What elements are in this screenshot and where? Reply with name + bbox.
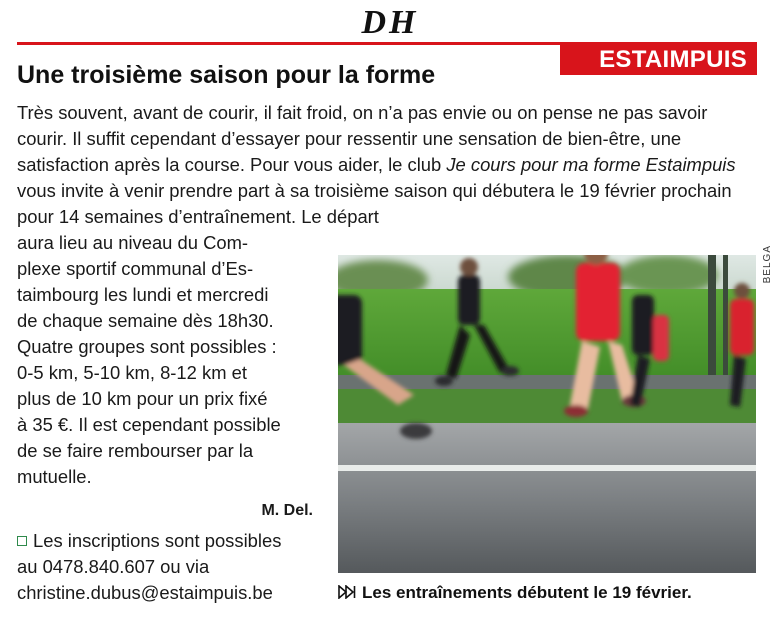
body-line: de chaque semaine dès 18h30.	[17, 310, 274, 331]
body-line: aura lieu au niveau du Com-	[17, 232, 249, 253]
lead-text-2: vous invite à venir prendre part à sa troisième saison qui débutera le 19 février prochain pour 14 semaines d’entraînement. Le départ	[17, 180, 732, 227]
body-line: à 35 €. Il est cependant possible	[17, 414, 281, 435]
body-line: mutuelle.	[17, 466, 92, 487]
photo-caption	[338, 580, 692, 606]
body-line: plus de 10 km pour un prix fixé	[17, 388, 268, 409]
author-signature: M. Del.	[261, 502, 313, 519]
info-line: au 0478.840.607 ou via	[17, 556, 210, 577]
section-rubric: ESTAIMPUIS	[560, 45, 757, 75]
photo-credit: BELGA	[762, 245, 773, 284]
info-line: christine.dubus@estaimpuis.be	[17, 582, 273, 603]
caption-text: Les entraînements débutent le 19 février.	[362, 583, 692, 602]
masthead-logo: DH	[361, 4, 419, 41]
body-line: taimbourg les lundi et mercredi	[17, 284, 269, 305]
article-headline: Une troisième saison pour la forme	[17, 61, 436, 89]
article-body-column	[17, 230, 317, 490]
square-bullet-icon	[17, 536, 27, 546]
article-lead	[17, 100, 757, 230]
body-line: de se faire rembourser par la	[17, 440, 254, 461]
info-line: Les inscriptions sont possibles	[33, 530, 282, 551]
skip-forward-icon	[338, 585, 356, 599]
body-line: 0-5 km, 5-10 km, 8-12 km et	[17, 362, 247, 383]
info-box	[17, 528, 327, 606]
club-name: Je cours pour ma forme Estaimpuis	[446, 154, 736, 175]
body-line: Quatre groupes sont possibles :	[17, 336, 277, 357]
runners-photo	[338, 255, 756, 573]
lead-text-1: Très souvent, avant de courir, il fait froid, on n’a pas envie ou on pense ne pas savoir courir. Il suffit cependant d’essayer pour ressentir une sensation de bien-être, une satisfaction après la course. Pour vous aider, le club	[17, 102, 708, 175]
body-line: plexe sportif communal d’Es-	[17, 258, 254, 279]
